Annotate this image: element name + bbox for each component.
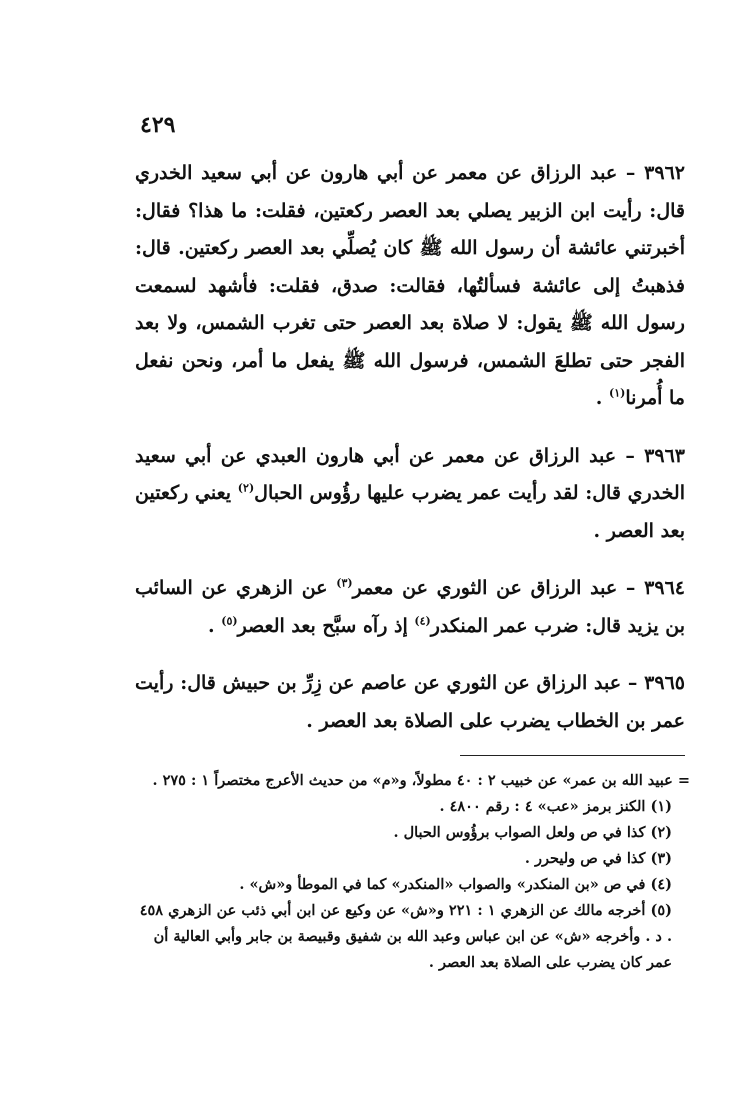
hadith-end: . [207, 614, 222, 637]
footnote-3: (٣) كذا في ص وليحرر . [524, 850, 672, 867]
hadith-dash: – [616, 444, 635, 467]
hadith-text: عبد الرزاق عن الثوري عن عاصم عن زِرِّ بن حبيش قال: رأيت عمر بن الخطاب يضرب على الصلاة بعد العصر . [135, 672, 685, 732]
main-text [135, 155, 685, 760]
hadith-number: ٣٩٦٤ [644, 577, 685, 599]
footnote-1: (١) الكنز برمز «عب» ٤ : رقم ٤٨٠٠ . [439, 798, 672, 815]
footnote-continuation: = عبيد الله بن عمر» عن خبيب ٢ : ٤٠ مطولاً، و«م» من حديث الأعرج مختصراً ١ : ٢٧٥ . [152, 772, 690, 789]
footnotes [135, 768, 690, 976]
footnote-ref: (٥) [221, 614, 238, 628]
hadith-dash: – [617, 162, 636, 184]
hadith-3963 [135, 438, 685, 551]
footnote-ref: (٢) [237, 481, 255, 495]
footnote-ref: (٤) [414, 614, 431, 628]
footnote-ref: (٣) [336, 576, 353, 590]
hadith-text: عبد الرزاق عن معمر عن أبي هارون العبدي عن أبي سعيد الخدري قال: لقد رأيت عمر يضرب عليها رؤُوس الحبال [135, 444, 685, 504]
hadith-text: عبد الرزاق عن الثوري عن معمر [352, 577, 618, 599]
hadith-3962 [135, 155, 685, 418]
footnote-4: (٤) في ص «بن المنكدر» والصواب «المنكدر» كما في الموطأ و«ش» . [239, 876, 672, 893]
hadith-dash: – [621, 672, 638, 694]
hadith-3964 [135, 570, 685, 645]
footnote-ref: (١) [609, 386, 626, 400]
footnote-5: (٥) أخرجه مالك عن الزهري ١ : ٢٢١ و«ش» عن وكيع عن ابن أبي ذئب عن الزهري ٤٥٨ . د . وأخرجه «ش» عن ابن عباس وعبد الله بن شفيق وقبيصة بن جابر وأبي العالية أن عمر كان يضرب على الصلاة بعد العصر . [139, 902, 672, 971]
hadith-end: . [595, 387, 610, 409]
hadith-dash: – [617, 577, 636, 599]
hadith-text: عبد الرزاق عن معمر عن أبي هارون عن أبي سعيد الخدري قال: رأيت ابن الزبير يصلي بعد العصر ركعتين، فقلت: ما هذا؟ فقال: أخبرتني عائشة أن رسول الله ﷺ كان يُصلِّي بعد العصر ركعتين. قال: فذهبتُ إلى عائشة فسألتُها، فقالت: صدق، فقلت: فأشهد لسمعت رسول الله ﷺ يقول: لا صلاة بعد العصر حتى تغرب الشمس، ولا بعد الفجر حتى تطلعَ الشمس، فرسول الله ﷺ يفعل ما أمر، ونحن نفعل ما أُمرنا [135, 162, 685, 409]
hadith-3965 [135, 665, 685, 740]
hadith-number: ٣٩٦٢ [644, 162, 685, 184]
hadith-end: يعني ركعتين بعد العصر . [135, 482, 685, 542]
footnote-divider [460, 755, 685, 756]
hadith-number: ٣٩٦٥ [644, 672, 685, 694]
hadith-number: ٣٩٦٣ [644, 444, 685, 467]
hadith-text: عن الزهري عن السائب بن يزيد قال: ضرب عمر المنكدر [135, 577, 685, 637]
page-number: ٤٢٩ [140, 112, 176, 138]
hadith-text: إذ رآه سبَّح بعد العصر [237, 614, 415, 637]
footnote-2: (٢) كذا في ص ولعل الصواب برؤُوس الحبال . [393, 824, 672, 841]
